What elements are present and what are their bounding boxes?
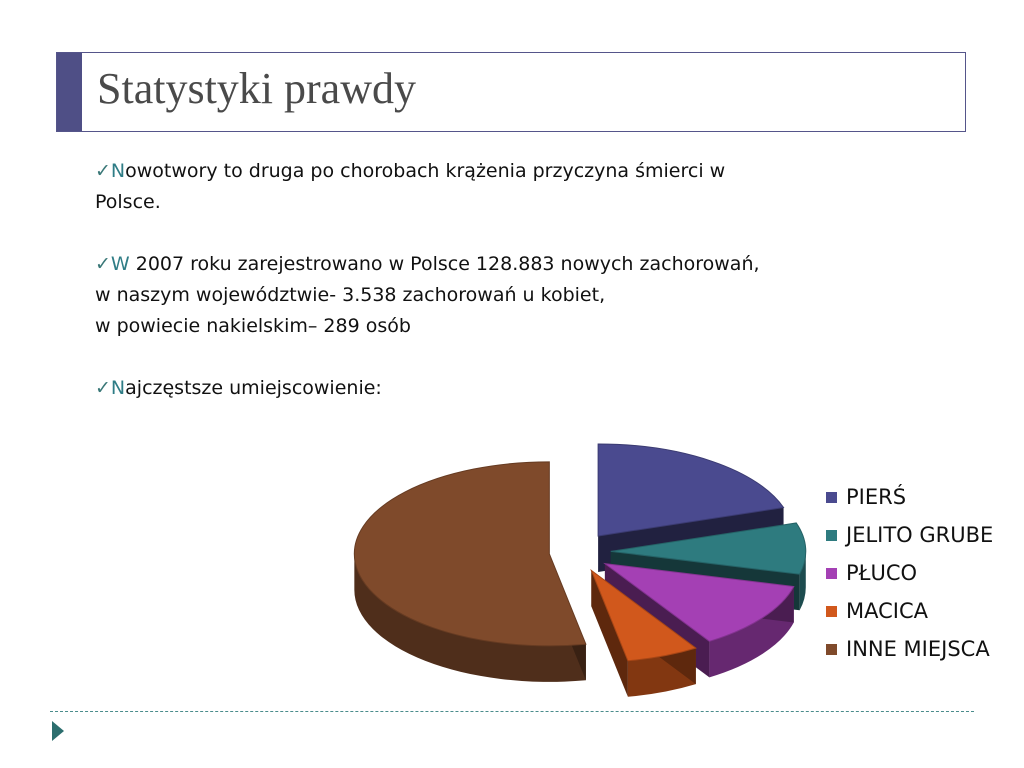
legend-swatch (826, 492, 837, 503)
legend-item (826, 554, 993, 592)
pie-slice (605, 564, 794, 642)
bullet-item (95, 249, 865, 342)
title-accent-bar (57, 53, 82, 131)
pie-slice-wall (611, 551, 800, 610)
pie-slice (354, 462, 586, 646)
legend-item (826, 630, 993, 668)
pie-slice-side (628, 648, 696, 697)
play-arrow-icon (52, 721, 64, 741)
legend-item (826, 478, 993, 516)
pie-slice-wall (605, 564, 709, 678)
bullet-text-line: Polsce. (95, 191, 161, 213)
bullet-item (95, 373, 865, 404)
checkmark-icon: ✓ (95, 160, 111, 182)
pie-slice-side (354, 554, 586, 682)
legend-label: INNE MIEJSCA (846, 637, 990, 661)
legend-item (826, 592, 993, 630)
legend-swatch (826, 530, 837, 541)
pie-slice-wall (611, 523, 796, 587)
legend-item (826, 516, 993, 554)
legend-swatch (826, 644, 837, 655)
legend-label: PŁUCO (846, 561, 918, 585)
bullet-text-line: owotwory to druga po chorobach krążenia przyczyna śmierci w (125, 160, 726, 182)
legend-label: JELITO GRUBE (846, 523, 994, 547)
pie-slice-wall (549, 554, 586, 680)
pie-slice-wall (591, 570, 695, 684)
chart-legend (826, 478, 993, 668)
bullet-initial: N (110, 160, 126, 182)
pie-slice (598, 444, 783, 536)
pie-slice (611, 523, 806, 574)
bullet-text-line: w powiecie nakielskim– 289 osób (95, 315, 411, 337)
checkmark-icon: ✓ (95, 253, 111, 275)
pie-slice-wall (605, 564, 794, 623)
pie-slice (591, 570, 695, 660)
pie-slice-wall (598, 508, 783, 572)
bullet-initial: N (110, 377, 126, 399)
bullet-item (95, 156, 865, 218)
bullet-list (95, 156, 865, 404)
legend-swatch (826, 568, 837, 579)
legend-swatch (826, 606, 837, 617)
bullet-text-line: ajczęstsze umiejscowienie: (125, 377, 382, 399)
bullet-text-line: 2007 roku zarejestrowano w Polsce 128.883 nowych zachorowań, (129, 253, 760, 275)
footer-divider (50, 711, 974, 712)
legend-label: PIERŚ (846, 485, 907, 509)
bullet-initial: W (110, 253, 130, 275)
pie-slice-side (800, 551, 806, 610)
checkmark-icon: ✓ (95, 377, 111, 399)
title-box (56, 52, 966, 132)
pie-slice-side (709, 587, 793, 678)
pie-slice-wall (591, 570, 628, 696)
bullet-text-line: w naszym województwie- 3.538 zachorowań u kobiet, (95, 284, 606, 306)
legend-label: MACICA (846, 599, 929, 623)
slide-title: Statystyki prawdy (97, 64, 416, 113)
